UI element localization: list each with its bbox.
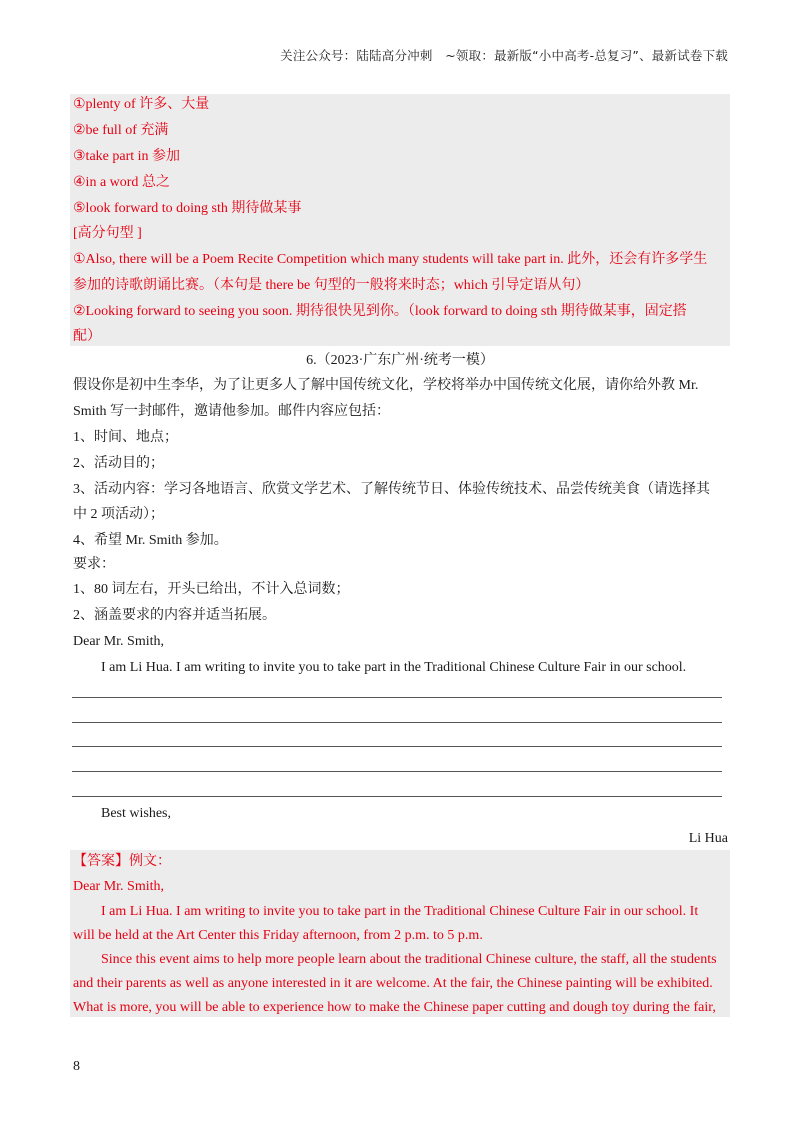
question-line: 2、活动目的； [73,456,164,471]
letter-opening: I am Li Hua. I am writing to invite you to take part in the Traditional Chinese Culture Fair in our school. [101,660,687,675]
question-line: 要求： [73,557,115,572]
writing-line [72,771,722,772]
sentence-section-title: [高分句型 ] [73,226,142,241]
question-line: 1、时间、地点； [73,430,178,445]
phrase-item: ②be full of 充满 [73,123,169,138]
answer-line: I am Li Hua. I am writing to invite you to take part in the Traditional Chinese Culture Fair in our school. It [101,904,699,919]
question-line: Smith 写一封邮件，邀请他参加。邮件内容应包括： [73,404,390,419]
sentence-line: 配） [73,329,101,344]
question-line: 假设你是初中生李华，为了让更多人了解中国传统文化，学校将举办中国传统文化展，请你给外教 Mr. [73,378,699,393]
letter-greeting: Dear Mr. Smith, [73,634,164,649]
writing-line [72,697,722,698]
answer-greeting: Dear Mr. Smith, [73,879,164,894]
page-header: 关注公众号：陆陆高分冲刺 ~领取：最新版“小中高考-总复习”、最新试卷下载 [280,48,728,63]
phrase-item: ④in a word 总之 [73,175,170,190]
answer-line: will be held at the Art Center this Friday afternoon, from 2 p.m. to 5 p.m. [73,928,483,943]
question-title: 6.（2023·广东广州·统考一模） [306,353,494,368]
phrase-item: ⑤look forward to doing sth 期待做某事 [73,201,302,216]
phrase-item: ①plenty of 许多、大量 [73,97,210,112]
phrase-item: ③take part in 参加 [73,149,181,164]
question-line: 中 2 项活动）； [73,507,164,522]
sentence-line: ①Also, there will be a Poem Recite Competition which many students will take part in. 此外，还会有许多学生 [73,252,708,267]
writing-line [72,722,722,723]
writing-line [72,746,722,747]
question-line: 1、80 词左右，开头已给出，不计入总词数； [73,582,350,597]
sentence-line: ②Looking forward to seeing you soon. 期待很快见到你。（look forward to doing sth 期待做某事，固定搭 [73,304,687,319]
sentence-line: 参加的诗歌朗诵比赛。（本句是 there be 句型的一般将来时态；which 引导定语从句） [73,278,590,293]
answer-line: and their parents as well as anyone interested in it are welcome. At the fair, the Chinese painting will be exhibited. [73,976,713,991]
answer-line: Since this event aims to help more people learn about the traditional Chinese culture, the staff, all the students [101,952,717,967]
letter-signature: Li Hua [688,831,728,846]
letter-closing: Best wishes, [101,806,171,821]
page-number: 8 [73,1059,80,1074]
question-line: 3、活动内容：学习各地语言、欣赏文学艺术、了解传统节日、体验传统技术、品尝传统美食（请选择其 [73,482,710,497]
answer-line: What is more, you will be able to experience how to make the Chinese paper cutting and dough toy during the fair, [73,1000,716,1015]
writing-line [72,796,722,797]
question-line: 4、希望 Mr. Smith 参加。 [73,533,228,548]
answer-label: 【答案】例文： [73,854,171,869]
question-line: 2、涵盖要求的内容并适当拓展。 [73,608,276,623]
